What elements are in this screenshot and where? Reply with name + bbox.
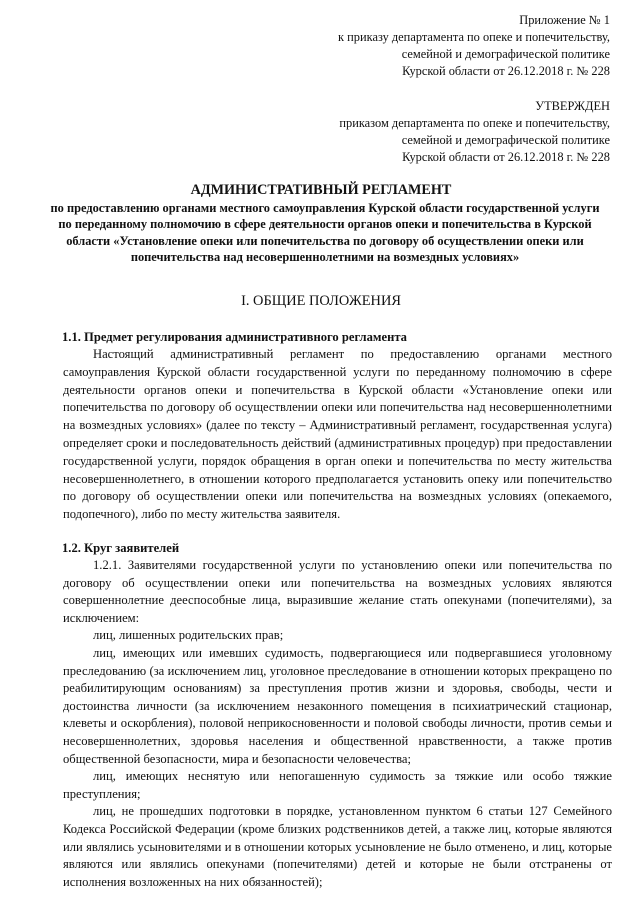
- appendix-line: Курской области от 26.12.2018 г. № 228: [402, 64, 610, 78]
- paragraph: 1.2.1. Заявителями государственной услуги по установлению опеки или попечительства по договору об осуществлении опеки или попечительства на возмездных условиях являются совершеннолетние дееспособные лица, выразившие желание стать опекунами (попечителями), за исключением:: [63, 558, 612, 625]
- appendix-line: к приказу департамента по опеке и попечительству,: [338, 30, 610, 44]
- paragraph: лиц, имеющих или имевших судимость, подвергающиеся или подвергавшиеся уголовному преследованию (за исключением лиц, уголовное преследование в отношении которых прекращено по реабилитирующим основаниям) за преступления против жизни и здоровья, свободы, чести и достоинства личности (за исключением незаконного помещения в психиатрический стационар, клеветы и оскорбления), половой неприкосновенности и половой свободы личности, против семьи и несовершеннолетних, здоровья населения и общественной нравственности, а также против общественной безопасности, мира и безопасности человечества;: [63, 645, 612, 766]
- approval-line: приказом департамента по опеке и попечительству,: [339, 116, 610, 130]
- paragraph: лиц, имеющих неснятую или непогашенную судимость за тяжкие или особо тяжкие преступления;: [63, 769, 612, 801]
- section-heading: I. ОБЩИЕ ПОЛОЖЕНИЯ: [241, 293, 401, 309]
- document-title: АДМИНИСТРАТИВНЫЙ РЕГЛАМЕНТ: [190, 182, 452, 198]
- paragraph: лиц, не прошедших подготовки в порядке, установленном пунктом 6 статьи 127 Семейного Кодекса Российской Федерации (кроме близких родственников детей, а также лиц, которые являются или являлись усыновителями и в отношении которых усыновление не было отменено, и лиц, которые являются или являлись опекунами (попечителями) детей и которые не были отстранены от исполнения возложенных на них обязанностей);: [63, 804, 612, 889]
- appendix-line: семейной и демографической политике: [401, 47, 610, 61]
- approval-block: [300, 98, 610, 166]
- subsection-heading: 1.2. Круг заявителей: [62, 541, 180, 555]
- appendix-line: Приложение № 1: [519, 13, 610, 27]
- subsection-heading: 1.1. Предмет регулирования административного регламента: [62, 330, 407, 344]
- applicants-body: [63, 557, 612, 891]
- approval-line: семейной и демографической политике: [401, 133, 610, 147]
- approval-line: Курской области от 26.12.2018 г. № 228: [402, 150, 610, 164]
- appendix-block: [300, 12, 610, 80]
- paragraph: лиц, лишенных родительских прав;: [93, 628, 284, 643]
- approved-heading: УТВЕРЖДЕН: [535, 99, 610, 113]
- document-subtitle: по предоставлению органами местного самоуправления Курской области государственной услуги по переданному полномочию в сфере деятельности органов опеки и попечительства в Курской области «Установление опеки или попечительства по договору об осуществлении опеки или попечительства над несовершеннолетними на возмездных условиях»: [50, 201, 600, 265]
- paragraph-subject: Настоящий административный регламент по предоставлению органами местного самоуправления Курской области государственной услуги по переданному полномочию в сфере деятельности органов опеки и попечительства в Курской области «Установление опеки или попечительства по договору об осуществлении опеки или попечительства над несовершеннолетними на возмездных условиях» (далее по тексту – Административный регламент, государственная услуга) определяет сроки и последовательность действий (административных процедур) при предоставлении государственной услуги, порядок обращения в орган опеки и попечительства по месту жительства несовершеннолетнего, в отношении которого предполагается установить опеку или попечительство по договору об осуществлении опеки или попечительства на возмездных условиях (опекаемого, подопечного), либо по месту жительства заявителя.: [63, 347, 612, 522]
